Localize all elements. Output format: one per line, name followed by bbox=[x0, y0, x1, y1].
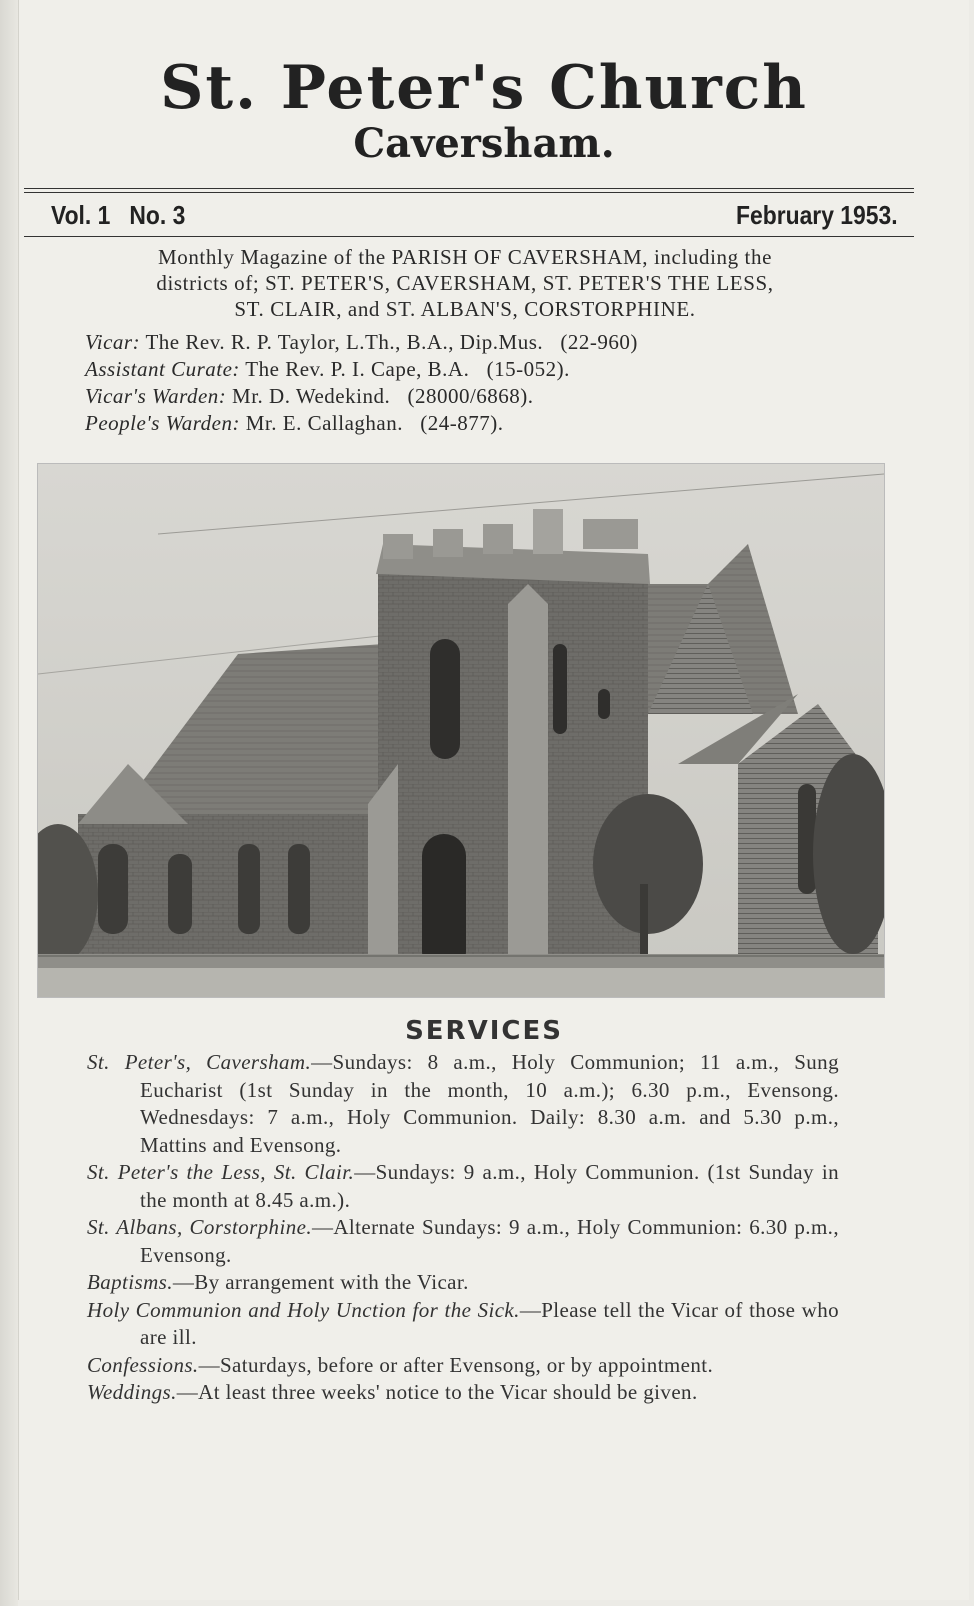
staff-row-peoples-warden bbox=[85, 410, 865, 437]
issue-date: February 1953. bbox=[736, 200, 898, 230]
staff-details: The Rev. P. I. Cape, B.A. (15-052). bbox=[239, 357, 570, 381]
service-entry bbox=[87, 1352, 839, 1380]
magazine-description bbox=[85, 244, 845, 322]
staff-details: Mr. E. Callaghan. (24-877). bbox=[240, 411, 504, 435]
service-details: —At least three weeks' notice to the Vicar should be given. bbox=[176, 1380, 698, 1404]
staff-row-vicars-warden bbox=[85, 383, 865, 410]
staff-row-vicar bbox=[85, 329, 865, 356]
description-line: Monthly Magazine of the PARISH OF CAVERSHAM, including the bbox=[157, 245, 773, 269]
magazine-subtitle: Caversham. bbox=[353, 120, 615, 167]
service-entry bbox=[87, 1214, 839, 1269]
description-line: districts of; ST. PETER'S, CAVERSHAM, ST. PETER'S THE LESS, bbox=[156, 271, 774, 295]
staff-details: Mr. D. Wedekind. (28000/6868). bbox=[226, 384, 534, 408]
service-label: St. Peter's, Caversham. bbox=[87, 1050, 312, 1074]
staff-role: Vicar's Warden: bbox=[85, 384, 227, 408]
service-label: St. Albans, Corstorphine. bbox=[87, 1215, 312, 1239]
magazine-page bbox=[18, 0, 969, 1600]
service-entry bbox=[87, 1269, 839, 1297]
service-details: —Alternate Sundays: 9 a.m., Holy Communion: 6.30 p.m., Evensong. bbox=[140, 1215, 839, 1267]
service-details: —Saturdays, before or after Evensong, or by appointment. bbox=[198, 1352, 714, 1377]
issue-line bbox=[51, 198, 898, 234]
service-details: —Sundays: 9 a.m., Holy Communion. (1st Sunday in the month at 8.45 a.m.). bbox=[140, 1160, 839, 1212]
description-line: ST. CLAIR, and ST. ALBAN'S, CORSTORPHINE. bbox=[234, 297, 696, 321]
masthead bbox=[19, 53, 949, 167]
service-entry bbox=[87, 1379, 839, 1407]
binding-edge bbox=[0, 0, 18, 1606]
staff-row-curate bbox=[85, 356, 865, 383]
staff-role: People's Warden: bbox=[85, 411, 240, 435]
services-heading: SERVICES bbox=[405, 1016, 563, 1046]
service-details: —Sundays: 8 a.m., Holy Communion; 11 a.m., Sung Eucharist (1st Sunday in the month, 10 a.m.); 6.30 p.m., Evensong. Wednesdays: 7 a.m., Holy Communion. Daily: 8.30 a.m. and 5.30 p.m., Mattins and Evensong. bbox=[140, 1050, 839, 1157]
service-entry bbox=[87, 1159, 839, 1214]
service-label: Weddings. bbox=[87, 1380, 177, 1404]
service-label: Confessions. bbox=[87, 1352, 199, 1377]
service-label: Baptisms. bbox=[87, 1270, 173, 1294]
staff-details: The Rev. R. P. Taylor, L.Th., B.A., Dip.Mus. (22-960) bbox=[140, 330, 638, 354]
service-entry bbox=[87, 1297, 839, 1352]
volume-number: Vol. 1 No. 3 bbox=[51, 200, 186, 230]
services-list bbox=[87, 1049, 839, 1407]
parish-staff-list bbox=[85, 329, 865, 437]
staff-role: Vicar: bbox=[85, 330, 141, 354]
issue-rule bbox=[24, 236, 914, 237]
staff-role: Assistant Curate: bbox=[85, 357, 240, 381]
magazine-title: St. Peter's Church bbox=[160, 53, 808, 123]
service-entry bbox=[87, 1049, 839, 1159]
top-double-rule bbox=[24, 188, 914, 193]
church-illustration bbox=[38, 464, 884, 997]
service-label: St. Peter's the Less, St. Clair. bbox=[87, 1160, 355, 1184]
service-details: —By arrangement with the Vicar. bbox=[172, 1270, 469, 1294]
service-details: —Please tell the Vicar of those who are ill. bbox=[140, 1297, 840, 1349]
service-label: Holy Communion and Holy Unction for the Sick. bbox=[87, 1297, 520, 1322]
church-photograph bbox=[37, 463, 885, 998]
